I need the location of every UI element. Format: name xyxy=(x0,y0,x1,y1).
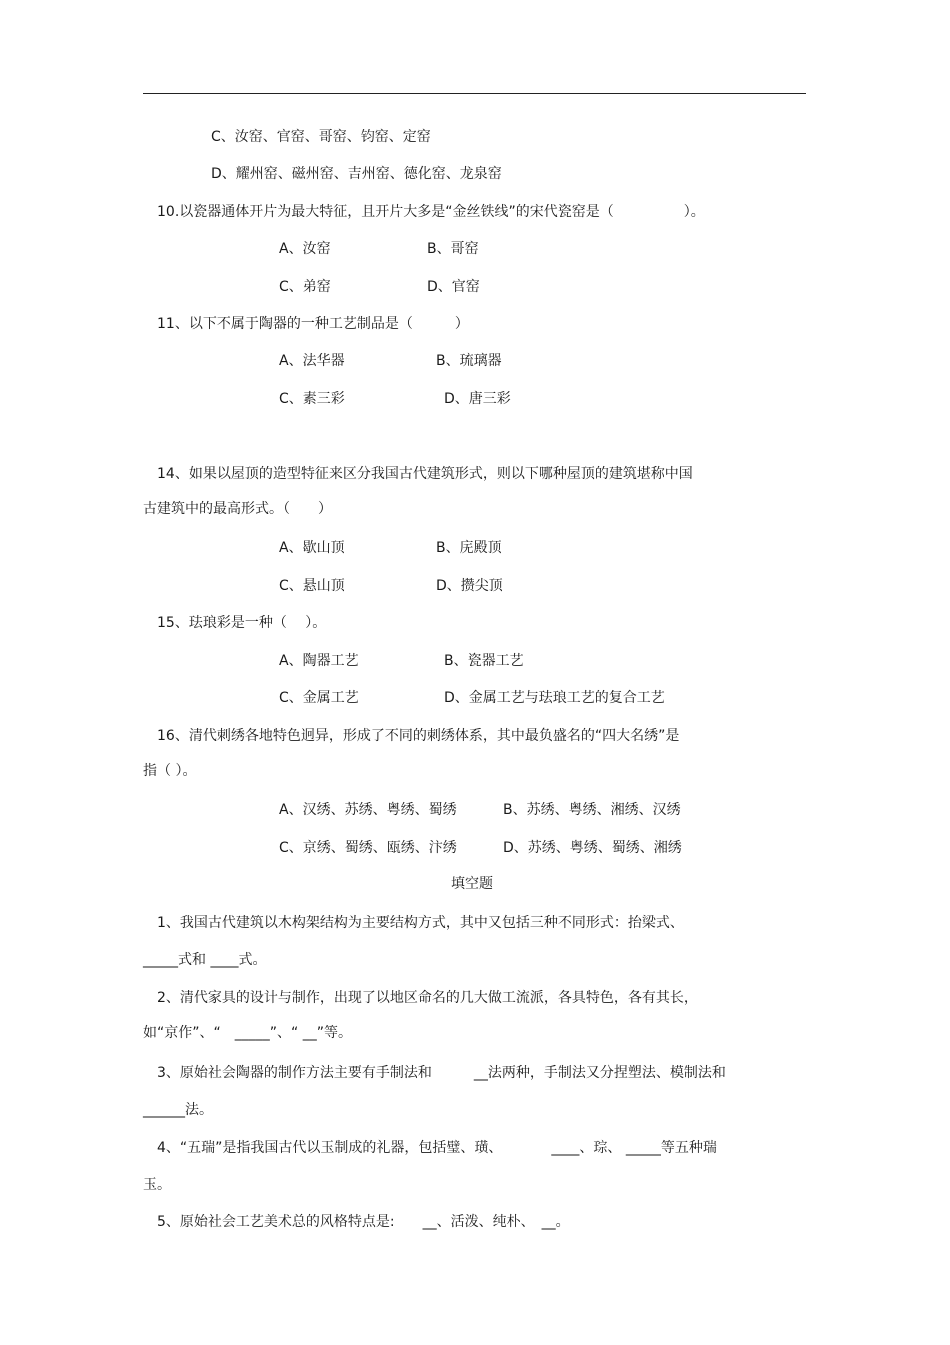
q10-option-c: C、弟窑 xyxy=(279,279,331,295)
fill-3-line-2: ______法。 xyxy=(143,1102,213,1118)
q11-option-d: D、唐三彩 xyxy=(444,391,511,407)
q10-option-d: D、官窑 xyxy=(427,279,480,295)
fill-3-line-1: 3、原始社会陶器的制作方法主要有手制法和 __法两种，手制法又分捏塑法、模制法和 xyxy=(157,1065,726,1081)
fill-2-line-2: 如“京作”、“ _____”、“ __”等。 xyxy=(143,1025,352,1041)
q9-option-d: D、耀州窑、磁州窑、吉州窑、德化窑、龙泉窑 xyxy=(211,166,502,182)
fill-5: 5、原始社会工艺美术总的风格特点是: __、活泼、纯朴、 __。 xyxy=(157,1214,570,1230)
question-16-line-2: 指（ ）。 xyxy=(143,763,197,779)
fill-4-line-1: 4、“五瑞”是指我国古代以玉制成的礼器，包括璧、璜、 ____、琮、 _____等五种瑞 xyxy=(157,1140,717,1156)
q14-option-d: D、攒尖顶 xyxy=(436,578,503,594)
fill-1-line-2: _____式和 ____式。 xyxy=(143,952,267,968)
fill-1-line-1: 1、我国古代建筑以木构架结构为主要结构方式，其中又包括三种不同形式：抬梁式、 xyxy=(157,915,684,931)
question-14-line-1: 14、如果以屋顶的造型特征来区分我国古代建筑形式，则以下哪种屋顶的建筑堪称中国 xyxy=(157,466,693,482)
question-16-line-1: 16、清代刺绣各地特色迥异，形成了不同的刺绣体系，其中最负盛名的“四大名绣”是 xyxy=(157,728,680,744)
q11-option-c: C、素三彩 xyxy=(279,391,345,407)
q16-option-a: A、汉绣、苏绣、粤绣、蜀绣 xyxy=(279,802,457,818)
question-15: 15、珐琅彩是一种（ ）。 xyxy=(157,615,327,631)
question-11: 11、以下不属于陶器的一种工艺制品是（ ） xyxy=(157,316,469,332)
section-title: 填空题 xyxy=(451,876,493,892)
q14-option-a: A、歇山顶 xyxy=(279,540,345,556)
q15-option-c: C、金属工艺 xyxy=(279,690,359,706)
fill-4-line-2: 玉。 xyxy=(143,1177,171,1193)
question-14-line-2: 古建筑中的最高形式。（ ） xyxy=(143,501,332,517)
q11-option-a: A、法华器 xyxy=(279,353,345,369)
q10-option-b: B、哥窑 xyxy=(427,241,479,257)
q10-option-a: A、汝窑 xyxy=(279,241,331,257)
q15-option-a: A、陶器工艺 xyxy=(279,653,359,669)
q15-option-b: B、瓷器工艺 xyxy=(444,653,524,669)
q16-option-c: C、京绣、蜀绣、瓯绣、汴绣 xyxy=(279,840,457,856)
question-10: 10.以瓷器通体开片为最大特征，且开片大多是“金丝铁线”的宋代瓷窑是（ ）。 xyxy=(157,204,705,220)
fill-2-line-1: 2、清代家具的设计与制作，出现了以地区命名的几大做工流派，各具特色，各有其长， xyxy=(157,990,698,1006)
q11-option-b: B、琉璃器 xyxy=(436,353,502,369)
header-rule xyxy=(143,93,806,94)
q16-option-b: B、苏绣、粤绣、湘绣、汉绣 xyxy=(503,802,681,818)
q16-option-d: D、苏绣、粤绣、蜀绣、湘绣 xyxy=(503,840,682,856)
q14-option-b: B、庑殿顶 xyxy=(436,540,502,556)
q15-option-d: D、金属工艺与珐琅工艺的复合工艺 xyxy=(444,690,665,706)
q9-option-c: C、汝窑、官窑、哥窑、钧窑、定窑 xyxy=(211,129,431,145)
q14-option-c: C、悬山顶 xyxy=(279,578,345,594)
